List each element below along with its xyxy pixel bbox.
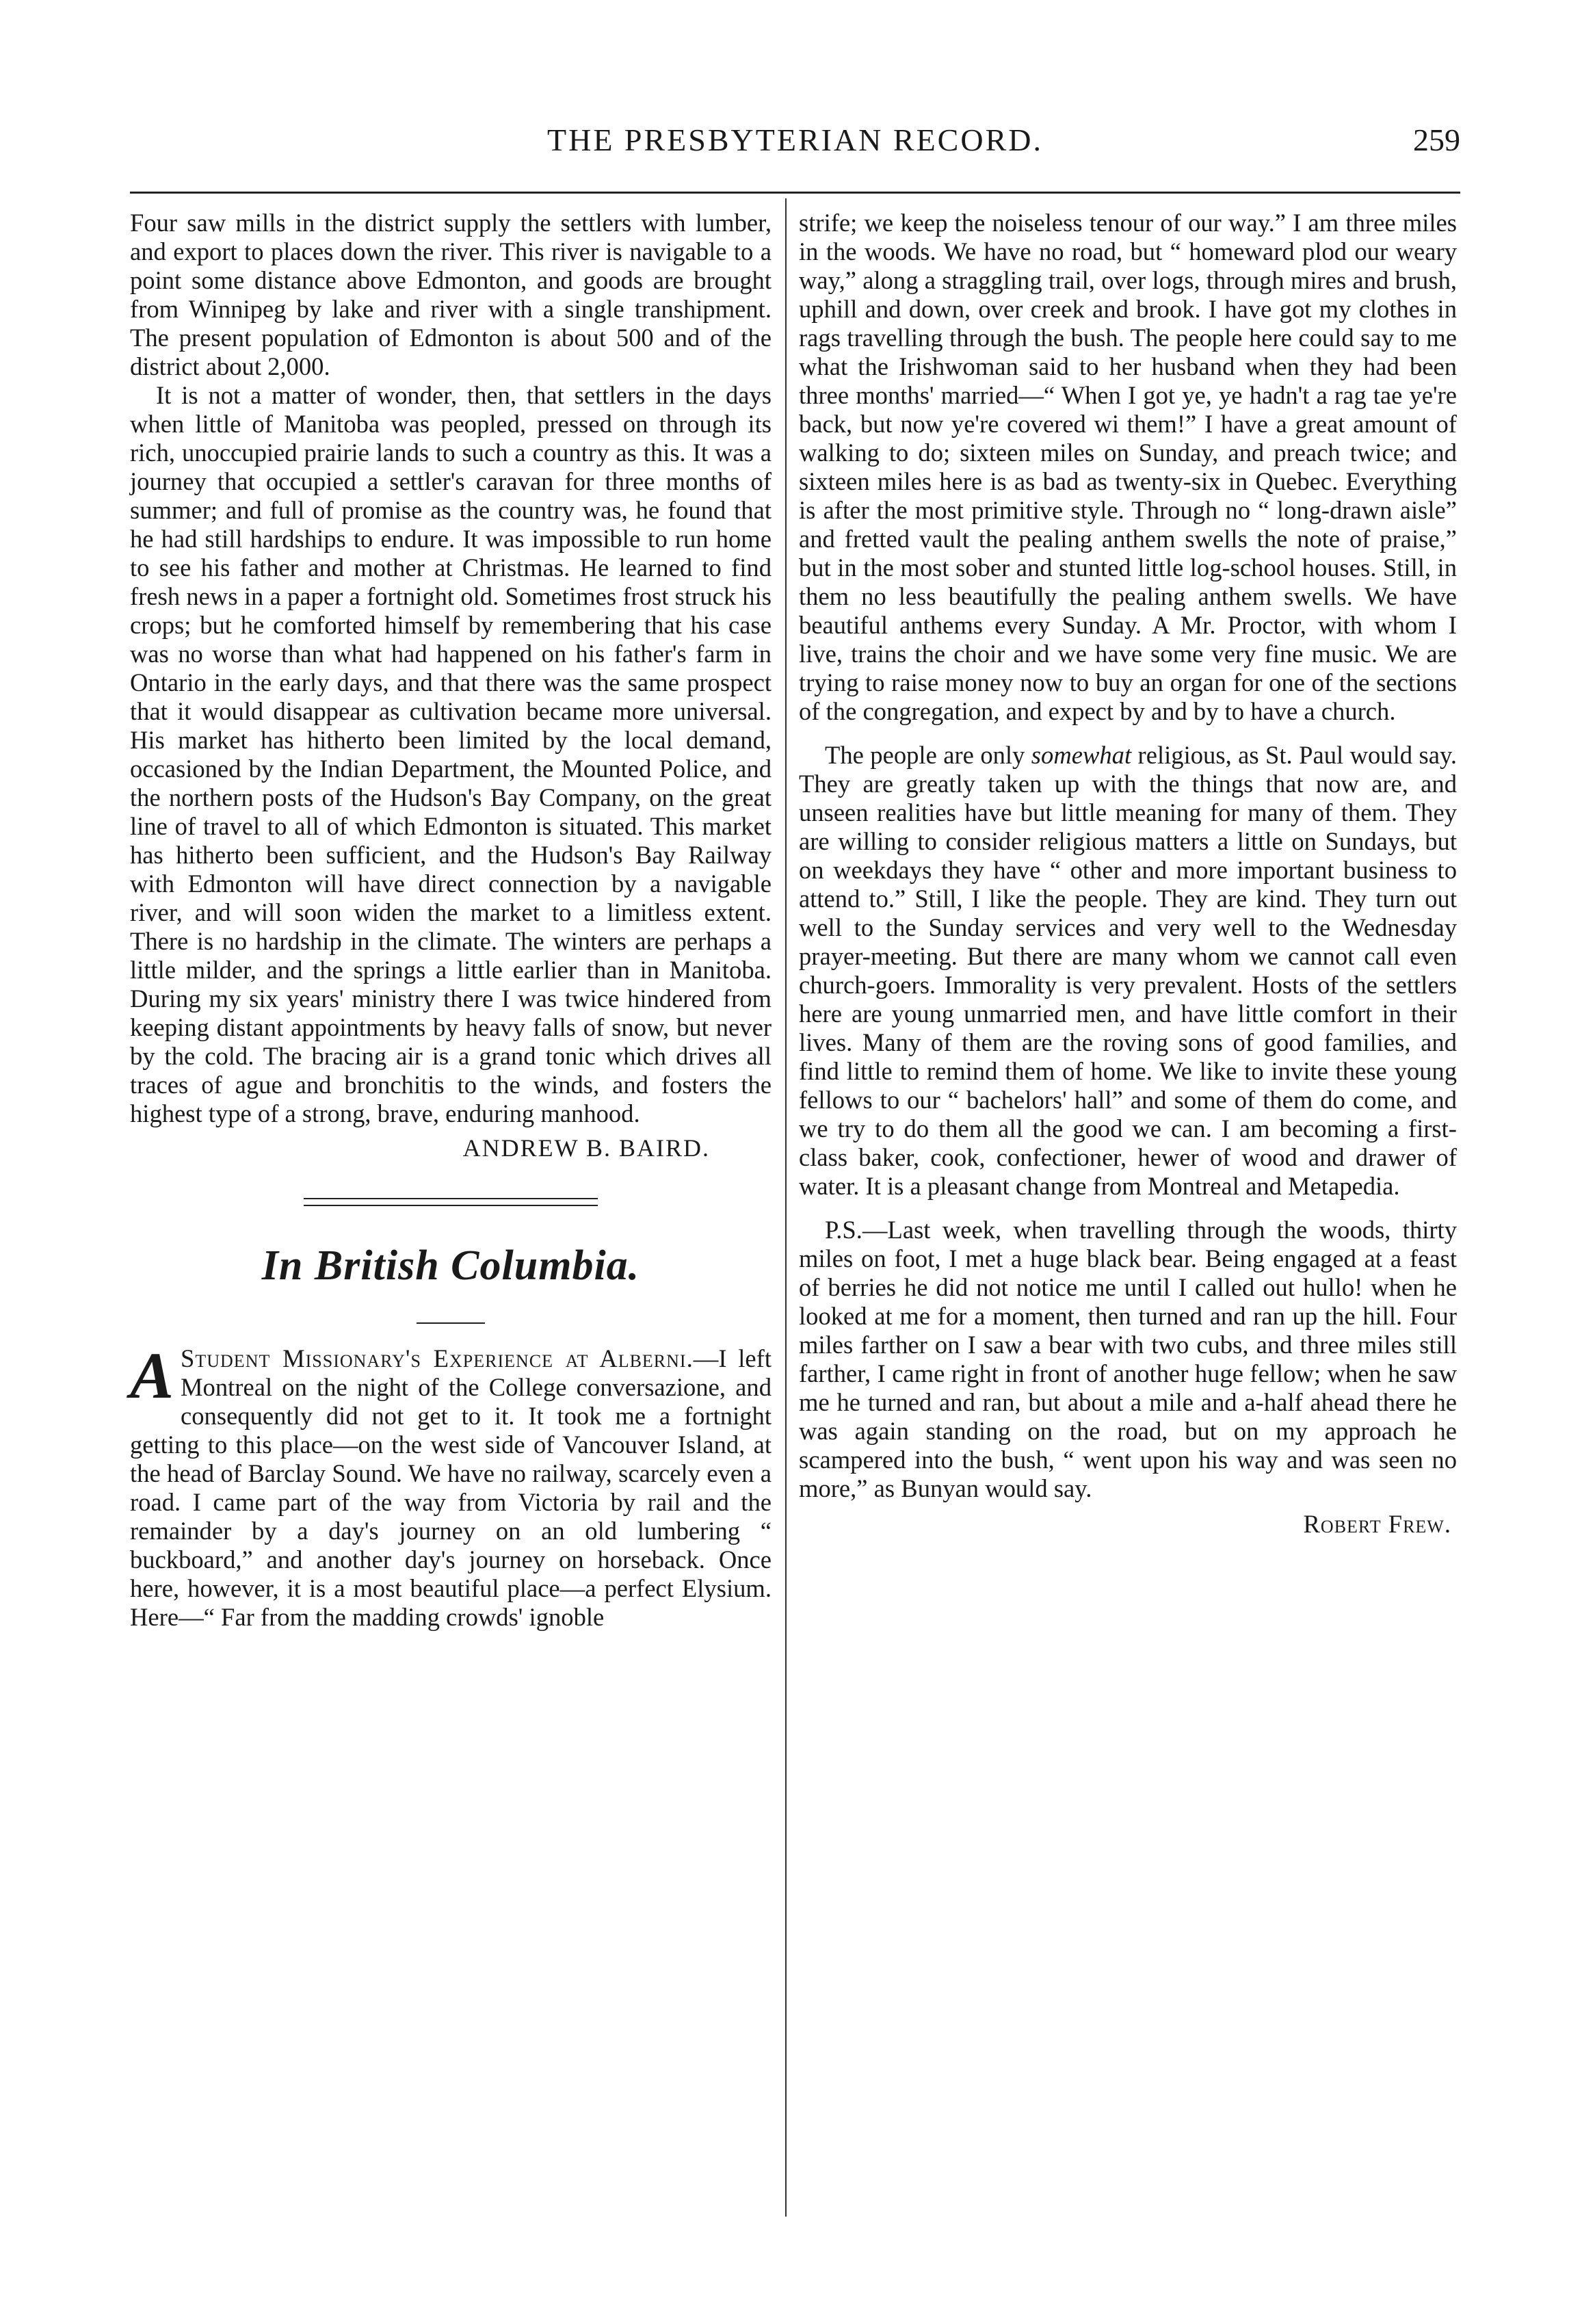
- right-paragraph-1: strife; we keep the noiseless tenour of our way.” I am three miles in the woods. We have no road, but “ homeward plod our weary way,” along a straggling trail, over logs, through mires and brush, uphill and down, over creek and brook. I have got my clothes in rags travelling through the bush. The people here could say to me what the Irishwoman said to her husband when they had been three months' married—“ When I got ye, ye hadn't a rag tae ye're back, but now ye're covered wi them!” I have a great amount of walking to do; sixteen miles on Sunday, and preach twice; and sixteen miles here is as bad as twenty-six in Quebec. Everything is after the most primitive style. Through no “ long-drawn aisle” and fretted vault the pealing anthem swells the note of praise,” but in the most sober and stunted little log-school houses. Still, in them no less beautifully the pealing anthem swells. We have beautiful anthems every Sunday. A Mr. Proctor, with whom I live, trains the choir and we have some very fine music. We are trying to raise money now to buy an organ for one of the sections of the congregation, and expect by and by to have a church.: [799, 209, 1457, 725]
- right-column: [799, 209, 1457, 1539]
- left-paragraph-2: It is not a matter of wonder, then, that settlers in the days when little of Manitoba was peopled, pressed on through its rich, unoccupied prairie lands to such a country as this. It was a journey that occupied a settler's caravan for three months of summer; and full of promise as the country was, he found that he had still hardships to endure. It was impossible to run home to see his father and mother at Christmas. He learned to find fresh news in a paper a fortnight old. Sometimes frost struck his crops; but he comforted himself by remembering that his case was no worse than what had happened on his father's farm in Ontario in the early days, and that there was the same prospect that it would disappear as cultivation became more universal. His market has hitherto been limited by the local demand, occasioned by the Indian Department, the Mounted Police, and the northern posts of the Hudson's Bay Company, on the great line of travel to all of which Edmonton is situated. This market has hitherto been sufficient, and the Hudson's Bay Railway with Edmonton will have direct connection by a navigable river, and will soon widen the market to a limitless extent. There is no hardship in the climate. The winters are perhaps a little milder, and the springs a little earlier than in Manitoba. During my six years' ministry there I was twice hindered from keeping distant appointments by heavy falls of snow, but never by the cold. The bracing air is a grand tonic which drives all traces of ague and bronchitis to the winds, and fosters the highest type of a strong, brave, enduring manhood.: [130, 381, 772, 1127]
- article-lead-text: —I left Montreal on the night of the College conversazione, and consequently did not get to it. It took me a fortnight getting to this place—on the west side of Vancouver Island, at the head of Barclay Sound. We have no railway, scarcely even a road. I came part of the way from Victoria by rail and the remainder by a day's journey on an old lumbering “ buckboard,” and another day's journey on horseback. Once here, however, it is a most beautiful place—a perfect Elysium. Here—“ Far from the madding crowds' ignoble: [130, 1344, 772, 1631]
- column-divider: [785, 198, 787, 2217]
- baird-signature: ANDREW B. BAIRD.: [462, 1134, 710, 1162]
- page-number: 259: [1413, 122, 1460, 157]
- left-column: [130, 209, 772, 1632]
- right-paragraph-2-rest: religious, as St. Paul would say. They are greatly taken up with the things that now are, and unseen realities have but little meaning for many of them. They are willing to consider religious matters a little on Sundays, but on weekdays they have “ other and more important business to attend to.” Still, I like the people. They are kind. They turn out well to the Sunday services and very well to the Wednesday prayer-meeting. But there are many whom we cannot call even church-goers. Immorality is very prevalent. Hosts of the settlers here are young unmarried men, and have little comfort in their lives. Many of them are the roving sons of good families, and find little to remind them of home. We like to invite these young fellows to our “ bachelors' hall” and some of them do come, and we try to do them all the good we can. I am becoming a first-class baker, cook, confectioner, hewer of wood and drawer of water. It is a pleasant change from Montreal and Metapedia.: [799, 741, 1457, 1200]
- running-head: THE PRESBYTERIAN RECORD.: [547, 122, 1043, 157]
- page-header: [130, 122, 1460, 170]
- article-lead-paragraph: [130, 1339, 772, 1632]
- postscript-paragraph: P.S.—Last week, when travelling through the woods, thirty miles on foot, I met a huge black bear. Being engaged at a feast of berries he did not notice me until I called out hullo! when he looked at me for a moment, then turned and ran up the hill. Four miles farther on I saw a bear with two cubs, and three miles still farther, I came right in front of another huge fellow; when he saw me he turned and ran, but about a mile and a-half ahead there he was again standing on the road, but on my approach he scampered into the bush, “ went upon his way and was seen no more,” as Bunyan would say.: [799, 1216, 1457, 1502]
- left-paragraph-1: Four saw mills in the district supply the settlers with lumber, and export to places down the river. This river is navigable to a point some distance above Edmonton, and goods are brought from Winnipeg by lake and river with a single transhipment. The present population of Edmonton is about 500 and of the district about 2,000.: [130, 209, 772, 380]
- right-paragraph-2: [799, 741, 1457, 1201]
- right-paragraph-2-start: The people are only: [825, 741, 1031, 769]
- frew-signature: Robert Frew.: [1303, 1510, 1451, 1538]
- header-rule: [130, 192, 1460, 194]
- right-paragraph-2-emphasis: somewhat: [1031, 741, 1132, 769]
- drop-cap: A: [130, 1339, 174, 1412]
- article-lead-title: Student Missionary's Experience at Alberni.: [181, 1344, 694, 1372]
- section-short-rule: [417, 1322, 485, 1324]
- section-double-rule: [304, 1198, 598, 1206]
- section-title: In British Columbia.: [261, 1242, 640, 1289]
